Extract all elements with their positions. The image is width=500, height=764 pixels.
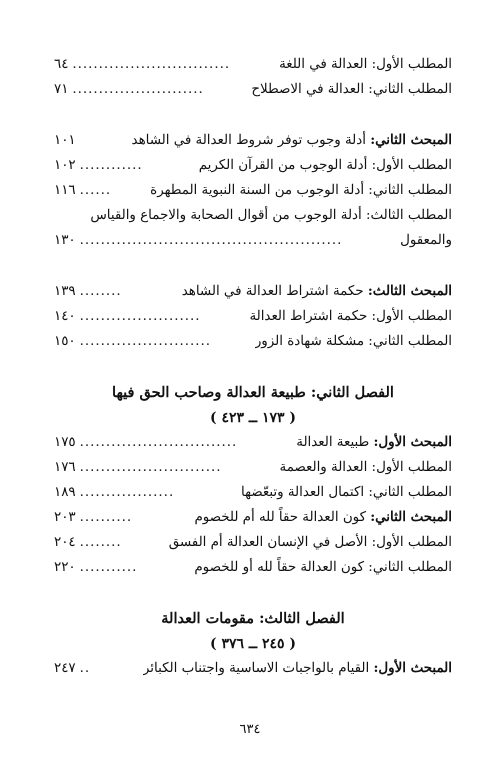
toc-entry-title: المبحث الثاني: كون العدالة حقاً لله أم للخصوم (194, 509, 452, 525)
toc-entry-title: المبحث الثالث: حكمة اشتراط العدالة في الشاهد (181, 283, 452, 299)
leader-dots: ......................... (79, 334, 211, 349)
toc-entry-page: ٢٤٧ (54, 661, 76, 676)
leader-dots: .................. (79, 485, 175, 500)
toc-entry-title-continued: والمعقول (400, 233, 452, 248)
leader-dots: ........ (79, 284, 122, 299)
toc-entry-page: ١٧٥ (54, 435, 76, 450)
toc-entry-title: المطلب الأول: حكمة اشتراط العدالة (249, 309, 452, 324)
toc-entry-page: ١٧٦ (54, 460, 76, 475)
toc-entry-page: ٦٤ (54, 57, 69, 72)
toc-entry-page: ٢٠٤ (54, 535, 76, 550)
leader-dots: .............................. (79, 435, 238, 450)
toc-section-entry (54, 128, 452, 153)
toc-entry-title: المبحث الأول: طبيعة العدالة (296, 434, 452, 450)
toc-section-entry (54, 279, 452, 304)
toc-entry (54, 455, 452, 480)
toc-entry-title: المطلب الثاني: كون العدالة حقاً لله أو للخصوم (194, 560, 452, 575)
toc-entry-wrapped-first-line (54, 203, 452, 228)
toc-entry-title: المطلب الأول: أدلة الوجوب من القرآن الكريم (198, 158, 452, 173)
toc-section-entry (54, 430, 452, 455)
toc-entry (54, 530, 452, 555)
toc-entry-title: المبحث الثاني: أدلة وجوب توفر شروط العدالة في الشاهد (131, 132, 452, 148)
toc-entry-page: ١٨٩ (54, 485, 76, 500)
toc-entry-page: ٢٢٠ (54, 560, 76, 575)
chapter-title: الفصل الثالث: مقومات العدالة (161, 610, 345, 627)
toc-entry-page: ١٤٠ (54, 309, 76, 324)
toc-entry (54, 304, 452, 329)
leader-dots: ........... (79, 560, 138, 575)
page-number: ٦٣٤ (239, 722, 261, 737)
toc-entry (54, 480, 452, 505)
toc-section-entry (54, 656, 452, 681)
toc-entry (54, 52, 452, 77)
toc-entry-page: ١٣٠ (54, 233, 76, 248)
toc-entry-title: المطلب الأول: الأصل في الإنسان العدالة أم الفسق (168, 535, 452, 550)
toc-entry-title: المطلب الثالث: أدلة الوجوب من أقوال الصحابة والاجماع والقياس (90, 208, 452, 223)
toc-entry-page: ٢٠٣ (54, 510, 76, 525)
toc-entry-title: المطلب الثاني: مشكلة شهادة الزور (254, 334, 452, 349)
toc-entry (54, 153, 452, 178)
toc-entry-title: المطلب الأول: العدالة والعصمة (279, 460, 452, 475)
toc-entry-page: ٧١ (54, 82, 69, 97)
toc-entry (54, 555, 452, 580)
leader-dots: ........ (79, 535, 122, 550)
leader-dots: ....................... (79, 309, 201, 324)
toc-entry-page: ١٠٢ (54, 158, 76, 173)
leader-dots: ...... (79, 183, 112, 198)
toc-entry-title: المطلب الثاني: العدالة في الاصطلاح (251, 82, 452, 97)
chapter-title: الفصل الثاني: طبيعة العدالة وصاحب الحق فيها (112, 384, 394, 401)
toc-section-entry (54, 505, 452, 530)
leader-dots: .............................. (72, 57, 231, 72)
leader-dots: .......... (79, 510, 133, 525)
toc-entry-page: ١٣٩ (54, 284, 76, 299)
toc-entry (54, 178, 452, 203)
leader-dots: .. (79, 661, 91, 676)
toc-entry (54, 329, 452, 354)
toc-entry-wrapped-second-line (54, 228, 452, 253)
toc-entry-page: ١٠١ (54, 133, 76, 148)
leader-dots: ......................... (72, 82, 204, 97)
toc-entry-title: المبحث الأول: القيام بالواجبات الاساسية واجتناب الكبائر (142, 660, 452, 676)
toc-entry (54, 77, 452, 102)
chapter-page-range: ( ٢٤٥ ــ ٣٧٦ ) (209, 636, 297, 652)
toc-entry-page: ١١٦ (54, 183, 76, 198)
toc-entry-title: المطلب الثاني: أدلة الوجوب من السنة النبوية المطهرة (150, 183, 452, 198)
leader-dots: .................................................. (79, 233, 343, 248)
toc-entry-title: المطلب الأول: العدالة في اللغة (279, 57, 452, 72)
leader-dots: ........................... (79, 460, 222, 475)
toc-entry-page: ١٥٠ (54, 334, 76, 349)
chapter-page-range: ( ١٧٣ ــ ٤٢٣ ) (209, 410, 297, 426)
leader-dots: ............ (79, 158, 143, 173)
toc-entry-title: المطلب الثاني: اكتمال العدالة وتبعّضها (241, 485, 452, 500)
